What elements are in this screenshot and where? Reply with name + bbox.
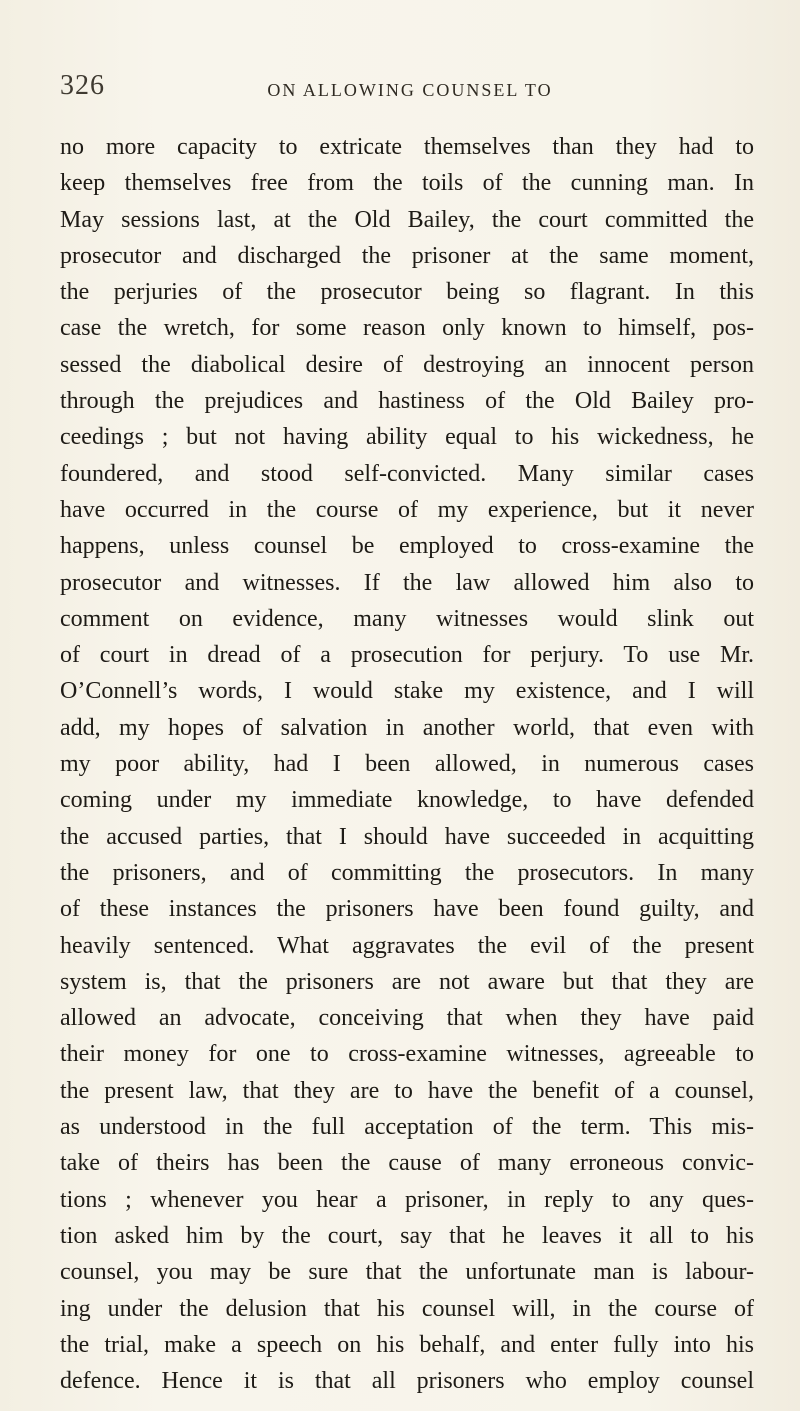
text-line: ceedings ; but not having ability equal to his wickedness, he <box>60 424 754 451</box>
text-line: have occurred in the course of my experience, but it never <box>60 496 754 523</box>
text-line: system is, that the prisoners are not aware but that they are <box>60 968 754 995</box>
text-line: tions ; whenever you hear a prisoner, in reply to any ques- <box>60 1186 754 1213</box>
text-line: my poor ability, had I been allowed, in numerous cases <box>60 751 754 778</box>
text-line: tion asked him by the court, say that he leaves it all to his <box>60 1222 754 1249</box>
text-line: prosecutor and discharged the prisoner at the same moment, <box>60 242 754 269</box>
text-line: happens, unless counsel be employed to cross-examine the <box>60 533 754 560</box>
text-line: coming under my immediate knowledge, to have defended <box>60 787 754 814</box>
text-line: heavily sentenced. What aggravates the evil of the present <box>60 932 754 959</box>
text-line: of court in dread of a prosecution for perjury. To use Mr. <box>60 642 754 669</box>
text-line: allowed an advocate, conceiving that when they have paid <box>60 1005 754 1032</box>
text-line: as understood in the full acceptation of the term. This mis- <box>60 1114 754 1141</box>
page-number: 326 <box>60 70 105 101</box>
text-line: sessed the diabolical desire of destroying an innocent person <box>60 351 754 378</box>
text-line: the trial, make a speech on his behalf, and enter fully into his <box>60 1331 754 1358</box>
text-line: May sessions last, at the Old Bailey, the court committed the <box>60 206 754 233</box>
text-line: foundered, and stood self-convicted. Many similar cases <box>60 460 754 487</box>
text-line: case the wretch, for some reason only known to himself, pos- <box>60 315 754 342</box>
running-head: ON ALLOWING COUNSEL TO <box>267 80 553 100</box>
text-line: counsel, you may be sure that the unfortunate man is labour- <box>60 1259 754 1286</box>
text-line: through the prejudices and hastiness of the Old Bailey pro- <box>60 388 754 415</box>
text-line: the prisoners, and of committing the prosecutors. In many <box>60 859 754 886</box>
text-line: prosecutor and witnesses. If the law allowed him also to <box>60 569 754 596</box>
text-line: of these instances the prisoners have been found guilty, and <box>60 896 754 923</box>
text-line: their money for one to cross-examine witnesses, agreeable to <box>60 1041 754 1068</box>
text-line: no more capacity to extricate themselves than they had to <box>60 134 754 160</box>
page-header <box>60 70 760 106</box>
text-line: the accused parties, that I should have succeeded in acquitting <box>60 823 754 850</box>
text-line: the perjuries of the prosecutor being so flagrant. In this <box>60 279 754 306</box>
text-line: the present law, that they are to have the benefit of a counsel, <box>60 1077 754 1104</box>
text-line: ing under the delusion that his counsel will, in the course of <box>60 1295 754 1322</box>
text-line: take of theirs has been the cause of many erroneous convic- <box>60 1150 754 1177</box>
text-line: add, my hopes of salvation in another world, that even with <box>60 714 754 741</box>
text-line: keep themselves free from the toils of the cunning man. In <box>60 170 754 197</box>
body-text <box>60 129 754 1399</box>
text-line: comment on evidence, many witnesses would slink out <box>60 605 754 632</box>
text-line: O’Connell’s words, I would stake my existence, and I will <box>60 678 754 705</box>
text-line: defence. Hence it is that all prisoners who employ counsel <box>60 1368 754 1395</box>
